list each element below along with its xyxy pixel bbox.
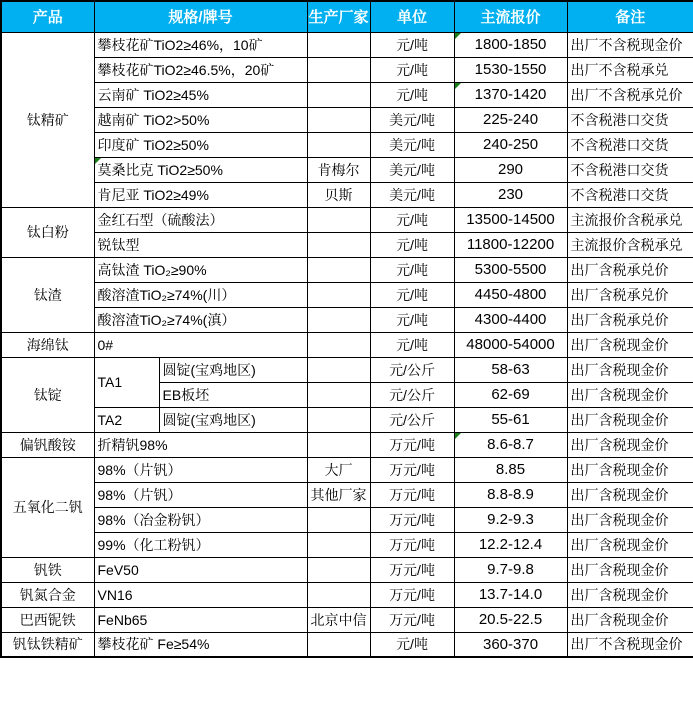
product-cell[interactable]	[1, 582, 94, 607]
unit-cell[interactable]	[370, 257, 454, 282]
spec-cell-text: 高钛渣 TiO₂≥90%	[97, 261, 207, 278]
spec-cell-text: 酸溶渣TiO₂≥74%(川）	[97, 286, 236, 303]
table-row	[1, 332, 693, 357]
unit-cell[interactable]	[370, 432, 454, 457]
unit-cell[interactable]	[370, 532, 454, 557]
unit-cell-text: 万元/吨	[389, 436, 435, 453]
price-cell[interactable]	[454, 407, 567, 432]
note-cell-text: 出厂含税现金价	[570, 611, 669, 628]
price-cell[interactable]	[454, 157, 567, 182]
table-row	[1, 32, 693, 57]
price-cell-text: 1370-1420	[474, 86, 547, 103]
spec-cell-text: 98%（冶金粉钒）	[97, 511, 210, 528]
spec-cell-text: 攀枝花矿TiO2≥46%，10矿	[97, 36, 263, 53]
spec-cell-text: 折精钒98%	[97, 436, 168, 453]
note-cell[interactable]	[567, 632, 693, 657]
spec-cell-text: 酸溶渣TiO₂≥74%(滇）	[97, 311, 236, 328]
maker-cell[interactable]	[307, 82, 370, 107]
maker-cell[interactable]	[307, 307, 370, 332]
note-cell-text: 出厂含税现金价	[570, 461, 669, 478]
spec-cell-text: 印度矿 TiO2≥50%	[97, 136, 209, 153]
product-cell-text: 海绵钛	[26, 336, 69, 353]
unit-cell-text: 美元/吨	[389, 186, 435, 203]
table-row	[1, 532, 693, 557]
product-cell[interactable]	[1, 332, 94, 357]
maker-cell[interactable]	[307, 632, 370, 657]
maker-cell[interactable]	[307, 482, 370, 507]
note-cell[interactable]	[567, 157, 693, 182]
header-note[interactable]: 备注	[567, 1, 693, 32]
note-cell-text: 出厂含税现金价	[570, 386, 669, 403]
table-row	[1, 82, 693, 107]
unit-cell[interactable]	[370, 207, 454, 232]
spec-grade-cell-text: TA2	[97, 411, 123, 428]
table-row	[1, 557, 693, 582]
maker-cell[interactable]	[307, 207, 370, 232]
product-cell[interactable]	[1, 607, 94, 632]
note-cell[interactable]	[567, 357, 693, 382]
unit-cell[interactable]	[370, 482, 454, 507]
spec-cell[interactable]	[94, 182, 307, 207]
table-row	[1, 507, 693, 532]
spec-cell-text: 圆锭(宝鸡地区)	[162, 361, 256, 378]
product-cell-text: 五氧化二钒	[12, 499, 83, 515]
price-cell[interactable]	[454, 32, 567, 57]
table-row	[1, 57, 693, 82]
note-cell[interactable]	[567, 557, 693, 582]
product-cell[interactable]	[1, 207, 94, 257]
maker-cell[interactable]	[307, 282, 370, 307]
note-cell[interactable]	[567, 282, 693, 307]
note-cell[interactable]	[567, 107, 693, 132]
unit-cell-text: 美元/吨	[389, 161, 435, 178]
spec-cell-text: 金红石型（硫酸法）	[97, 211, 224, 228]
note-cell[interactable]	[567, 482, 693, 507]
spec-cell-text: 99%（化工粉钒）	[97, 536, 210, 553]
table-row	[1, 607, 693, 632]
product-cell[interactable]	[1, 432, 94, 457]
header-row	[1, 1, 693, 32]
price-cell-text: 48000-54000	[466, 336, 555, 353]
price-cell-text: 1800-1850	[474, 36, 547, 53]
maker-cell[interactable]	[307, 357, 370, 382]
table-row	[1, 457, 693, 482]
spec-grade-cell[interactable]	[94, 407, 159, 432]
note-cell[interactable]	[567, 32, 693, 57]
header-product[interactable]: 产品	[1, 1, 94, 32]
note-cell[interactable]	[567, 82, 693, 107]
note-cell-text: 出厂含税承兑价	[570, 261, 669, 278]
unit-cell[interactable]	[370, 357, 454, 382]
spec-cell[interactable]	[94, 557, 307, 582]
unit-cell[interactable]	[370, 82, 454, 107]
spec-cell-text: FeNb65	[97, 611, 148, 628]
spec-cell[interactable]	[94, 482, 307, 507]
note-cell-text: 出厂含税现金价	[570, 336, 669, 353]
price-cell[interactable]	[454, 382, 567, 407]
note-cell-text: 不含税港口交货	[570, 161, 669, 178]
maker-cell[interactable]	[307, 432, 370, 457]
price-cell-text: 5300-5500	[474, 261, 547, 278]
product-cell-text: 钛渣	[33, 286, 62, 303]
spec-cell-text: VN16	[97, 586, 133, 603]
price-cell-text: 13500-14500	[466, 211, 555, 228]
spec-cell-text: 越南矿 TiO2>50%	[97, 111, 210, 128]
table-row	[1, 132, 693, 157]
unit-cell-text: 万元/吨	[389, 611, 435, 628]
unit-cell[interactable]	[370, 632, 454, 657]
note-cell[interactable]	[567, 432, 693, 457]
price-cell[interactable]	[454, 332, 567, 357]
header-spec[interactable]: 规格/牌号	[94, 1, 307, 32]
note-cell-text: 出厂不含税承兑	[570, 61, 669, 78]
note-cell-text: 主流报价含税承兑	[570, 236, 683, 253]
note-cell-text: 主流报价含税承兑	[570, 211, 683, 228]
spec-cell-text: 98%（片钒）	[97, 461, 182, 478]
maker-cell[interactable]	[307, 132, 370, 157]
price-cell-text: 55-61	[491, 411, 530, 428]
product-cell-text: 巴西铌铁	[19, 611, 76, 628]
spec-cell[interactable]	[94, 432, 307, 457]
note-cell[interactable]	[567, 257, 693, 282]
table-row	[1, 482, 693, 507]
spec-cell[interactable]	[94, 157, 307, 182]
header-maker[interactable]: 生产厂家	[307, 1, 370, 32]
note-cell-text: 出厂含税现金价	[570, 561, 669, 578]
spec-cell[interactable]	[94, 57, 307, 82]
note-cell[interactable]	[567, 332, 693, 357]
spec-cell[interactable]	[94, 32, 307, 57]
unit-cell[interactable]	[370, 232, 454, 257]
note-cell[interactable]	[567, 532, 693, 557]
unit-cell-text: 元/吨	[396, 336, 428, 353]
spec-cell-text: 98%（片钒）	[97, 486, 182, 503]
table-row	[1, 207, 693, 232]
unit-cell[interactable]	[370, 607, 454, 632]
unit-cell-text: 元/吨	[396, 86, 428, 103]
unit-cell-text: 万元/吨	[389, 586, 435, 603]
spec-cell[interactable]	[94, 507, 307, 532]
cell-corner-flag-icon	[455, 33, 461, 39]
note-cell[interactable]	[567, 57, 693, 82]
price-cell[interactable]	[454, 457, 567, 482]
price-cell-text: 20.5-22.5	[478, 611, 543, 628]
spec-cell[interactable]	[159, 357, 307, 382]
maker-cell[interactable]	[307, 182, 370, 207]
note-cell-text: 不含税港口交货	[570, 111, 669, 128]
note-cell[interactable]	[567, 382, 693, 407]
note-cell-text: 出厂含税现金价	[570, 536, 669, 553]
price-cell-text: 4450-4800	[474, 286, 547, 303]
price-cell[interactable]	[454, 107, 567, 132]
unit-cell-text: 万元/吨	[389, 511, 435, 528]
unit-cell[interactable]	[370, 382, 454, 407]
note-cell-text: 不含税港口交货	[570, 136, 669, 153]
maker-cell[interactable]	[307, 232, 370, 257]
note-cell-text: 出厂不含税承兑价	[570, 86, 683, 103]
unit-cell-text: 美元/吨	[389, 111, 435, 128]
unit-cell-text: 元/吨	[396, 261, 428, 278]
price-cell-text: 8.8-8.9	[487, 486, 534, 503]
maker-cell[interactable]	[307, 332, 370, 357]
maker-cell-text: 其他厂家	[310, 486, 367, 503]
maker-cell[interactable]	[307, 607, 370, 632]
price-cell[interactable]	[454, 232, 567, 257]
spec-cell-text: FeV50	[97, 561, 139, 578]
spec-cell[interactable]	[94, 232, 307, 257]
table-row	[1, 157, 693, 182]
unit-cell[interactable]	[370, 557, 454, 582]
unit-cell[interactable]	[370, 182, 454, 207]
note-cell[interactable]	[567, 582, 693, 607]
price-cell[interactable]	[454, 82, 567, 107]
maker-cell-text: 大厂	[324, 461, 353, 478]
unit-cell-text: 元/吨	[396, 311, 428, 328]
unit-cell[interactable]	[370, 457, 454, 482]
note-cell-text: 出厂含税现金价	[570, 486, 669, 503]
unit-cell[interactable]	[370, 132, 454, 157]
unit-cell-text: 元/公斤	[389, 361, 435, 378]
unit-cell-text: 万元/吨	[389, 536, 435, 553]
table-row	[1, 307, 693, 332]
price-cell-text: 290	[498, 161, 524, 178]
unit-cell-text: 元/吨	[396, 236, 428, 253]
note-cell-text: 出厂含税现金价	[570, 361, 669, 378]
product-cell[interactable]	[1, 257, 94, 332]
cell-corner-flag-icon	[455, 83, 461, 89]
product-cell-text: 钒铁	[33, 561, 62, 578]
maker-cell[interactable]	[307, 57, 370, 82]
price-cell-text: 62-69	[491, 386, 530, 403]
price-cell-text: 230	[498, 186, 524, 203]
table-row	[1, 232, 693, 257]
unit-cell[interactable]	[370, 507, 454, 532]
note-cell-text: 出厂含税现金价	[570, 411, 669, 428]
spec-cell[interactable]	[94, 607, 307, 632]
price-cell[interactable]	[454, 507, 567, 532]
spec-cell-text: 攀枝花矿TiO2≥46.5%，20矿	[97, 61, 275, 78]
note-cell[interactable]	[567, 607, 693, 632]
price-cell[interactable]	[454, 182, 567, 207]
maker-cell-text: 北京中信	[310, 611, 367, 628]
price-cell-text: 360-370	[482, 635, 539, 653]
spec-cell-text: 云南矿 TiO2≥45%	[97, 86, 209, 103]
unit-cell-text: 元/吨	[396, 36, 428, 53]
table-row	[1, 282, 693, 307]
spec-cell[interactable]	[94, 207, 307, 232]
unit-cell[interactable]	[370, 57, 454, 82]
note-cell-text: 出厂不含税现金价	[570, 636, 683, 653]
unit-cell-text: 元/吨	[396, 211, 428, 228]
note-cell-text: 出厂含税现金价	[570, 436, 669, 453]
maker-cell[interactable]	[307, 532, 370, 557]
maker-cell-text: 贝斯	[324, 186, 353, 203]
note-cell-text: 不含税港口交货	[570, 186, 669, 203]
product-cell[interactable]	[1, 632, 94, 657]
table-row	[1, 107, 693, 132]
spec-cell[interactable]	[94, 307, 307, 332]
spec-cell-text: 攀枝花矿 Fe≥54%	[97, 636, 210, 653]
price-cell-text: 4300-4400	[474, 311, 547, 328]
table-header	[1, 1, 693, 32]
price-cell[interactable]	[454, 257, 567, 282]
price-cell-text: 8.85	[495, 461, 526, 478]
product-cell-text: 钒钛铁精矿	[12, 636, 83, 653]
unit-cell[interactable]	[370, 332, 454, 357]
maker-cell[interactable]	[307, 32, 370, 57]
product-cell[interactable]	[1, 457, 94, 557]
cell-corner-flag-icon	[455, 433, 461, 439]
spec-grade-cell-text: TA1	[97, 374, 123, 390]
price-cell[interactable]	[454, 207, 567, 232]
product-cell-text: 钛锭	[33, 386, 62, 403]
unit-cell-text: 万元/吨	[389, 486, 435, 503]
spec-cell[interactable]	[159, 382, 307, 407]
spec-cell[interactable]	[94, 82, 307, 107]
table-row	[1, 432, 693, 457]
product-cell-text: 钛白粉	[26, 224, 69, 240]
spec-cell[interactable]	[94, 332, 307, 357]
price-cell-text: 12.2-12.4	[478, 536, 543, 553]
price-cell-text: 13.7-14.0	[478, 586, 543, 603]
price-cell[interactable]	[454, 557, 567, 582]
price-cell[interactable]	[454, 482, 567, 507]
note-cell[interactable]	[567, 232, 693, 257]
spec-grade-cell[interactable]	[94, 357, 159, 407]
price-cell[interactable]	[454, 282, 567, 307]
table-row	[1, 407, 693, 432]
price-cell-text: 225-240	[482, 111, 539, 128]
unit-cell-text: 万元/吨	[389, 561, 435, 578]
spec-cell[interactable]	[94, 632, 307, 657]
price-cell[interactable]	[454, 607, 567, 632]
spec-cell-text: 锐钛型	[97, 236, 140, 253]
note-cell[interactable]	[567, 207, 693, 232]
table-row	[1, 582, 693, 607]
price-cell[interactable]	[454, 432, 567, 457]
note-cell[interactable]	[567, 457, 693, 482]
spec-cell-text: 莫桑比克 TiO2≥50%	[97, 161, 223, 178]
unit-cell[interactable]	[370, 407, 454, 432]
maker-cell[interactable]	[307, 457, 370, 482]
note-cell[interactable]	[567, 132, 693, 157]
spec-cell-text: EB板坯	[162, 386, 210, 403]
spec-cell[interactable]	[94, 282, 307, 307]
maker-cell[interactable]	[307, 157, 370, 182]
unit-cell[interactable]	[370, 582, 454, 607]
note-cell[interactable]	[567, 182, 693, 207]
maker-cell[interactable]	[307, 507, 370, 532]
note-cell[interactable]	[567, 307, 693, 332]
spec-cell-text: 肯尼亚 TiO2≥49%	[97, 186, 209, 203]
note-cell-text: 出厂含税承兑价	[570, 286, 669, 303]
price-cell-text: 58-63	[491, 361, 530, 378]
note-cell-text: 出厂含税现金价	[570, 511, 669, 528]
price-cell[interactable]	[454, 57, 567, 82]
maker-cell[interactable]	[307, 582, 370, 607]
spec-cell[interactable]	[94, 457, 307, 482]
unit-cell-text: 元/吨	[396, 61, 428, 78]
spec-cell[interactable]	[94, 132, 307, 157]
header-unit[interactable]: 单位	[370, 1, 454, 32]
unit-cell[interactable]	[370, 307, 454, 332]
maker-cell-text: 肯梅尔	[317, 161, 360, 178]
note-cell[interactable]	[567, 507, 693, 532]
price-cell-text: 240-250	[482, 136, 539, 153]
price-cell-text: 1530-1550	[474, 61, 547, 78]
spec-cell-text: 圆锭(宝鸡地区)	[162, 411, 256, 428]
unit-cell-text: 元/吨	[396, 286, 428, 303]
unit-cell[interactable]	[370, 107, 454, 132]
note-cell[interactable]	[567, 407, 693, 432]
price-cell[interactable]	[454, 307, 567, 332]
price-cell-text: 8.6-8.7	[487, 436, 534, 453]
maker-cell[interactable]	[307, 407, 370, 432]
unit-cell[interactable]	[370, 282, 454, 307]
spec-cell[interactable]	[94, 532, 307, 557]
price-cell[interactable]	[454, 582, 567, 607]
product-cell[interactable]	[1, 357, 94, 432]
product-cell[interactable]	[1, 32, 94, 207]
unit-cell-text: 元/公斤	[389, 386, 435, 403]
spec-cell[interactable]	[94, 257, 307, 282]
product-cell[interactable]	[1, 557, 94, 582]
price-cell[interactable]	[454, 132, 567, 157]
unit-cell[interactable]	[370, 32, 454, 57]
maker-cell[interactable]	[307, 557, 370, 582]
maker-cell[interactable]	[307, 257, 370, 282]
maker-cell[interactable]	[307, 382, 370, 407]
note-cell-text: 出厂含税现金价	[570, 586, 669, 603]
unit-cell-text: 元/公斤	[389, 411, 435, 428]
table-body	[1, 32, 693, 657]
table-row	[1, 182, 693, 207]
maker-cell[interactable]	[307, 107, 370, 132]
spec-cell[interactable]	[94, 582, 307, 607]
note-cell-text: 出厂不含税现金价	[570, 36, 683, 53]
product-cell-text: 偏钒酸铵	[19, 436, 76, 453]
unit-cell-text: 美元/吨	[389, 136, 435, 153]
price-cell-text: 9.7-9.8	[487, 561, 534, 578]
header-price[interactable]: 主流报价	[454, 1, 567, 32]
product-cell-text: 钒氮合金	[19, 586, 76, 603]
unit-cell-text: 元/吨	[396, 636, 428, 653]
table-row	[1, 632, 693, 657]
table-row	[1, 257, 693, 282]
spec-cell[interactable]	[94, 107, 307, 132]
table-row	[1, 357, 693, 382]
price-cell[interactable]	[454, 357, 567, 382]
product-cell-text: 钛精矿	[26, 111, 69, 128]
price-cell-text: 11800-12200	[466, 236, 555, 253]
note-cell-text: 出厂含税承兑价	[570, 311, 669, 328]
spec-cell[interactable]	[159, 407, 307, 432]
unit-cell[interactable]	[370, 157, 454, 182]
price-cell[interactable]	[454, 532, 567, 557]
price-cell[interactable]	[454, 632, 567, 657]
spec-cell-text: 0#	[97, 336, 114, 353]
price-cell-text: 9.2-9.3	[487, 511, 534, 528]
unit-cell-text: 万元/吨	[389, 461, 435, 478]
